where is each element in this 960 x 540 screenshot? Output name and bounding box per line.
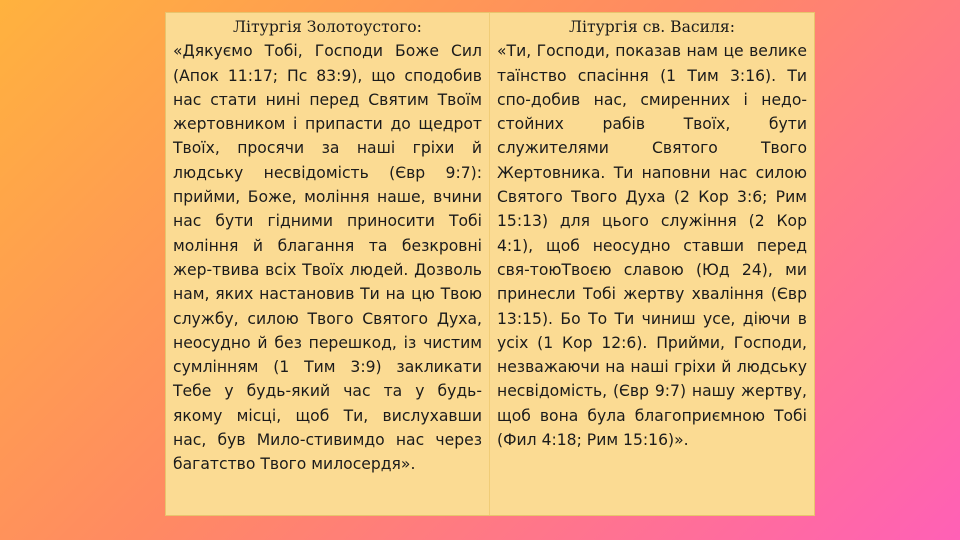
table-cell-chrysostom [166,13,490,515]
prayer-text-basil: «Ти, Господи, показав нам це велике таїнство спасіння (1 Тим 3:16). Ти спо-добив нас, смиренних і недо-стойних рабів Твоїх, бути служителями Святого Твого Жертовника. Ти наповни нас силою Святого Твого Духа (2 Кор 3:6; Рим 15:13) для цього служіння (2 Кор 4:1), щоб неосудно ставши перед свя-тоюТвоєю славою (Юд 24), ми принесли Тобі жертву хваління (Євр 13:15). Бо То Ти чиниш усе, діючи в усіх (1 Кор 12:6). Прийми, Господи, незважаючи на наші гріхи й людську несвідомість, (Євр 9:7) нашу жертву, щоб вона була благоприємною Тобі (Фил 4:18; Рим 15:16)». [497,42,807,450]
prayer-text-chrysostom: «Дякуємо Тобі, Господи Боже Сил (Апок 11:17; Пс 83:9), що сподобив нас стати нині перед Святим Твоїм жертовником і припасти до щедрот Твоїх, просячи за наші гріхи й людську несвідомість (Євр 9:7): прийми, Боже, моління наше, вчини нас бути гідними приносити Тобі моління й благання та безкровні жер-твива всіх Твоїх людей. Дозволь нам, яких настановив Ти на цю Твою службу, силою Твого Святого Духа, неосудно й без перешкод, із чистим сумлінням (1 Тим 3:9) закликати Тебе у будь-який час та у будь-якому місці, щоб Ти, вислухавши нас, був Мило-стивимдо нас через багатство Твого милосердя». [173,42,482,474]
table-cell-basil [490,13,814,515]
column-title-chrysostom: Літургія Золотоустого: [233,18,422,36]
liturgy-comparison-table [165,12,815,516]
column-title-basil: Літургія св. Василя: [568,18,736,36]
